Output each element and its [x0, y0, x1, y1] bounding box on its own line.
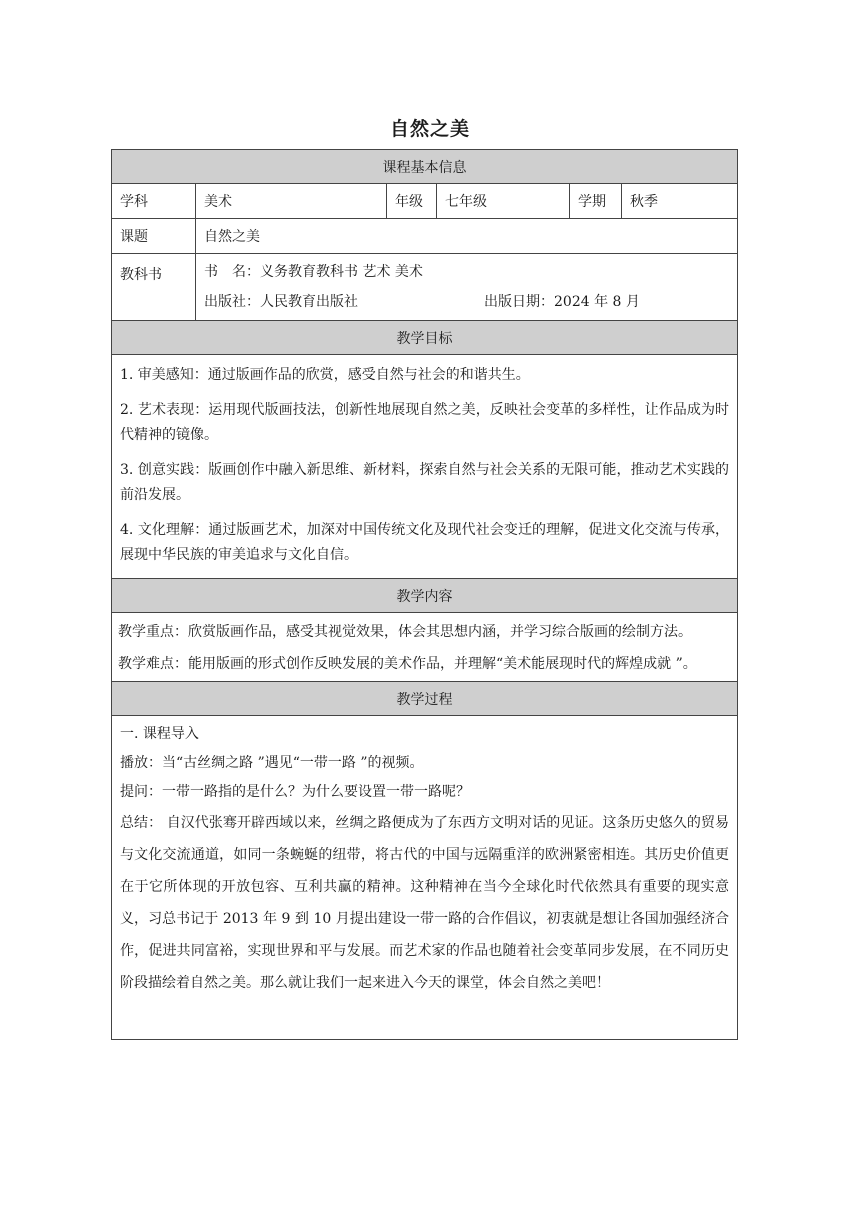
section-title: 教学内容 [112, 579, 738, 613]
subject-label: 学科 [112, 184, 196, 219]
section-title: 课程基本信息 [112, 150, 738, 184]
book-name-line [204, 257, 729, 287]
topic-label: 课题 [112, 219, 196, 254]
publisher-label: 出版社： [204, 294, 260, 310]
process-row [112, 716, 738, 1040]
grade-value: 七年级 [437, 184, 570, 219]
section-title: 教学目标 [112, 321, 738, 355]
objectives-row [112, 355, 738, 579]
textbook-details [196, 254, 738, 321]
info-row-subject [112, 184, 738, 219]
objective-item: 4. 文化理解：通过版画艺术，加深对中国传统文化及现代社会变迁的理解，促进文化交流与传承，展现中华民族的审美追求与文化自信。 [120, 522, 730, 563]
objective-item: 3. 创意实践：版画创作中融入新思维、新材料，探索自然与社会关系的无限可能，推动艺术实践的前沿发展。 [120, 462, 730, 503]
section-title: 教学过程 [112, 682, 738, 716]
content-row [112, 613, 738, 682]
lesson-plan-table [111, 149, 738, 1040]
section-header-content [112, 579, 738, 613]
book-name-value: 义务教育教科书 艺术 美术 [260, 264, 423, 280]
objectives-cell [112, 355, 738, 579]
info-row-topic [112, 219, 738, 254]
pub-date-label: 出版日期： [484, 294, 554, 310]
term-label: 学期 [570, 184, 622, 219]
publisher-line [204, 287, 729, 317]
objective-item: 1. 审美感知：通过版画作品的欣赏，感受自然与社会的和谐共生。 [120, 367, 530, 383]
info-row-textbook [112, 254, 738, 321]
subject-value: 美术 [196, 184, 387, 219]
section-header-objectives [112, 321, 738, 355]
textbook-label: 教科书 [112, 254, 196, 321]
question-line: 提问：一带一路指的是什么？为什么要设置一带一路呢？ [120, 784, 470, 800]
document-title: 自然之美 [389, 118, 470, 140]
step-title: 一. 课程导入 [120, 726, 199, 742]
difficulty: 教学难点：能用版画的形式创作反映发展的美术作品，并理解“美术能展现时代的辉煌成就 ”。 [118, 656, 697, 672]
publisher-group [204, 287, 484, 317]
key-point: 教学重点：欣赏版画作品，感受其视觉效果，体会其思想内涵，并学习综合版画的绘制方法。 [118, 624, 692, 640]
pub-date-value: 2024 年 8 月 [554, 294, 640, 310]
play-line: 播放：当“古丝绸之路 ”遇见“一带一路 ”的视频。 [120, 755, 424, 771]
grade-label: 年级 [387, 184, 437, 219]
section-header-process [112, 682, 738, 716]
topic-value: 自然之美 [196, 219, 738, 254]
content-cell [112, 613, 738, 682]
section-header-basic-info [112, 150, 738, 184]
book-name-label: 书 名： [204, 264, 260, 280]
term-value: 秋季 [622, 184, 738, 219]
publisher-value: 人民教育出版社 [260, 294, 358, 310]
summary-paragraph: 总结： 自汉代张骞开辟西域以来，丝绸之路便成为了东西方文明对话的见证。这条历史悠久的贸易与文化交流通道，如同一条蜿蜒的纽带，将古代的中国与远隔重洋的欧洲紧密相连。其历史价值更在于它所体现的开放包容、互利共赢的精神。这种精神在当今全球化时代依然具有重要的现实意义，习总书记于 2013 年 9 到 10 月提出建设一带一路的合作倡议，初衷就是想让各国加强经济合作，促进共同富裕，实现世界和平与发展。而艺术家的作品也随着社会变革同步发展，在不同历史阶段描绘着自然之美。那么就让我们一起来进入今天的课堂，体会自然之美吧！ [120, 815, 730, 991]
process-cell [112, 716, 738, 1040]
objective-item: 2. 艺术表现：运用现代版画技法，创新性地展现自然之美，反映社会变革的多样性，让作品成为时代精神的镜像。 [120, 402, 730, 443]
